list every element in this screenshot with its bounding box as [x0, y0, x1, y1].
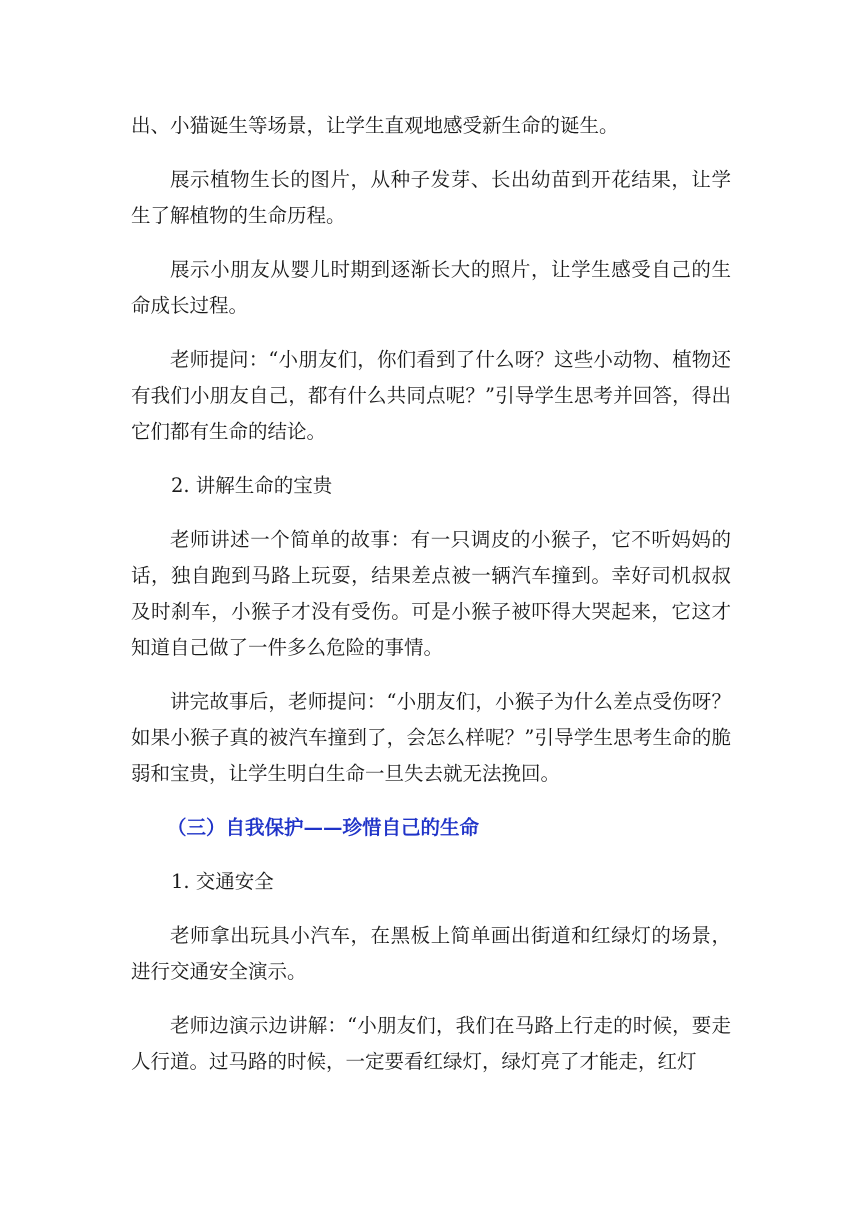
- list-item-traffic-safety: 1. 交通安全: [171, 870, 274, 893]
- list-item-precious-life: 2. 讲解生命的宝贵: [171, 474, 333, 497]
- paragraph-story-question: 讲完故事后，老师提问：“小朋友们，小猴子为什么差点受伤呀？如果小猴子真的被汽车撞到了，会怎么样呢？”引导学生思考生命的脆弱和宝贵，让学生明白生命一旦失去就无法挽回。: [131, 690, 731, 785]
- paragraph-continuation: 出、小猫诞生等场景，让学生直观地感受新生命的诞生。: [131, 114, 619, 137]
- paragraph-child-growth: 展示小朋友从婴儿时期到逐渐长大的照片，让学生感受自己的生命成长过程。: [131, 258, 731, 317]
- paragraph-traffic-explain: 老师边演示边讲解：“小朋友们，我们在马路上行走的时候，要走人行道。过马路的时候，一定要看红绿灯，绿灯亮了才能走，红灯: [131, 1014, 731, 1073]
- paragraph-teacher-question: 老师提问：“小朋友们，你们看到了什么呀？这些小动物、植物还有我们小朋友自己，都有什么共同点呢？”引导学生思考并回答，得出它们都有生命的结论。: [131, 348, 731, 443]
- section-heading-self-protection: （三）自我保护——珍惜自己的生命: [167, 816, 480, 839]
- paragraph-traffic-demo: 老师拿出玩具小汽车，在黑板上简单画出街道和红绿灯的场景，进行交通安全演示。: [131, 924, 731, 983]
- document-page: [131, 108, 731, 1098]
- paragraph-monkey-story: 老师讲述一个简单的故事：有一只调皮的小猴子，它不听妈妈的话，独自跑到马路上玩耍，结果差点被一辆汽车撞到。幸好司机叔叔及时刹车，小猴子才没有受伤。可是小猴子被吓得大哭起来，它这才知道自己做了一件多么危险的事情。: [131, 528, 731, 659]
- paragraph-plant-growth: 展示植物生长的图片，从种子发芽、长出幼苗到开花结果，让学生了解植物的生命历程。: [131, 168, 731, 227]
